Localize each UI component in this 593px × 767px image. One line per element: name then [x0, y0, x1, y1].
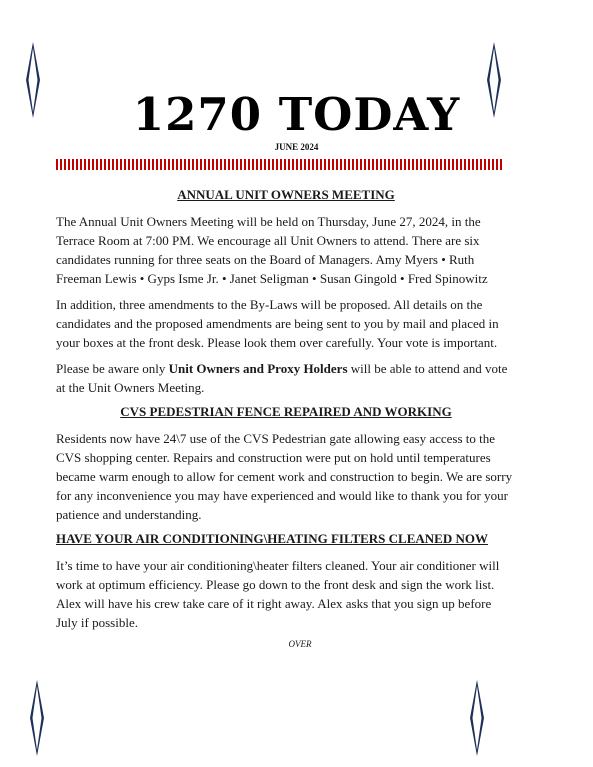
red-divider: [56, 159, 502, 170]
meeting-paragraph: The Annual Unit Owners Meeting will be held on Thursday, June 27, 2024, in the Terrace Room at 7:00 PM. We encourage all Unit Owners to attend. There are six candidates running for three seats on the Board of Managers. Amy Myers • Ruth Freeman Lewis • Gyps Isme Jr. • Janet Seligman • Susan Gingold • Fred Spinowitz: [56, 214, 488, 286]
section-heading-filters: HAVE YOUR AIR CONDITIONING\HEATING FILTERS CLEANED NOW: [56, 531, 488, 546]
section-heading-cvs-fence: CVS PEDESTRIAN FENCE REPAIRED AND WORKING: [120, 404, 452, 419]
attendance-paragraph: [56, 359, 516, 397]
over-note: OVER: [288, 639, 312, 649]
attendance-text-end: will be able to attend and vote at the Unit Owners Meeting.: [56, 361, 508, 395]
amendments-paragraph: In addition, three amendments to the By-Laws will be proposed. All details on the candidates and the proposed amendments are being sent to you by mail and placed in your boxes at the front desk. Please look them over carefully. Your vote is important.: [56, 297, 499, 350]
cvs-paragraph: Residents now have 24\7 use of the CVS Pedestrian gate allowing easy access to the CVS shopping center. Repairs and construction were put on hold until temperatures became warm enough to allow for cement work and construction to begin. We are sorry for any inconvenience you may have experienced and would like to thank you for your patience and understanding.: [56, 431, 513, 522]
attendance-bold-text: Unit Owners and Proxy Holders: [168, 361, 348, 376]
newsletter-title: 1270 TODAY: [132, 88, 461, 141]
diamond-ornament-icon: [470, 680, 484, 756]
attendance-text-start: Please be aware only: [56, 361, 169, 376]
filters-paragraph: It’s time to have your air conditioning\heater filters cleaned. Your air conditioner will work at optimum efficiency. Please go down to the front desk and sign the work list. Alex will have his crew take care of it right away. Alex asks that you sign up before July if possible.: [56, 558, 500, 630]
section-heading-annual-meeting: ANNUAL UNIT OWNERS MEETING: [177, 187, 395, 202]
issue-date: JUNE 2024: [274, 142, 319, 152]
newsletter-body: [56, 187, 516, 649]
diamond-ornament-icon: [30, 680, 44, 756]
